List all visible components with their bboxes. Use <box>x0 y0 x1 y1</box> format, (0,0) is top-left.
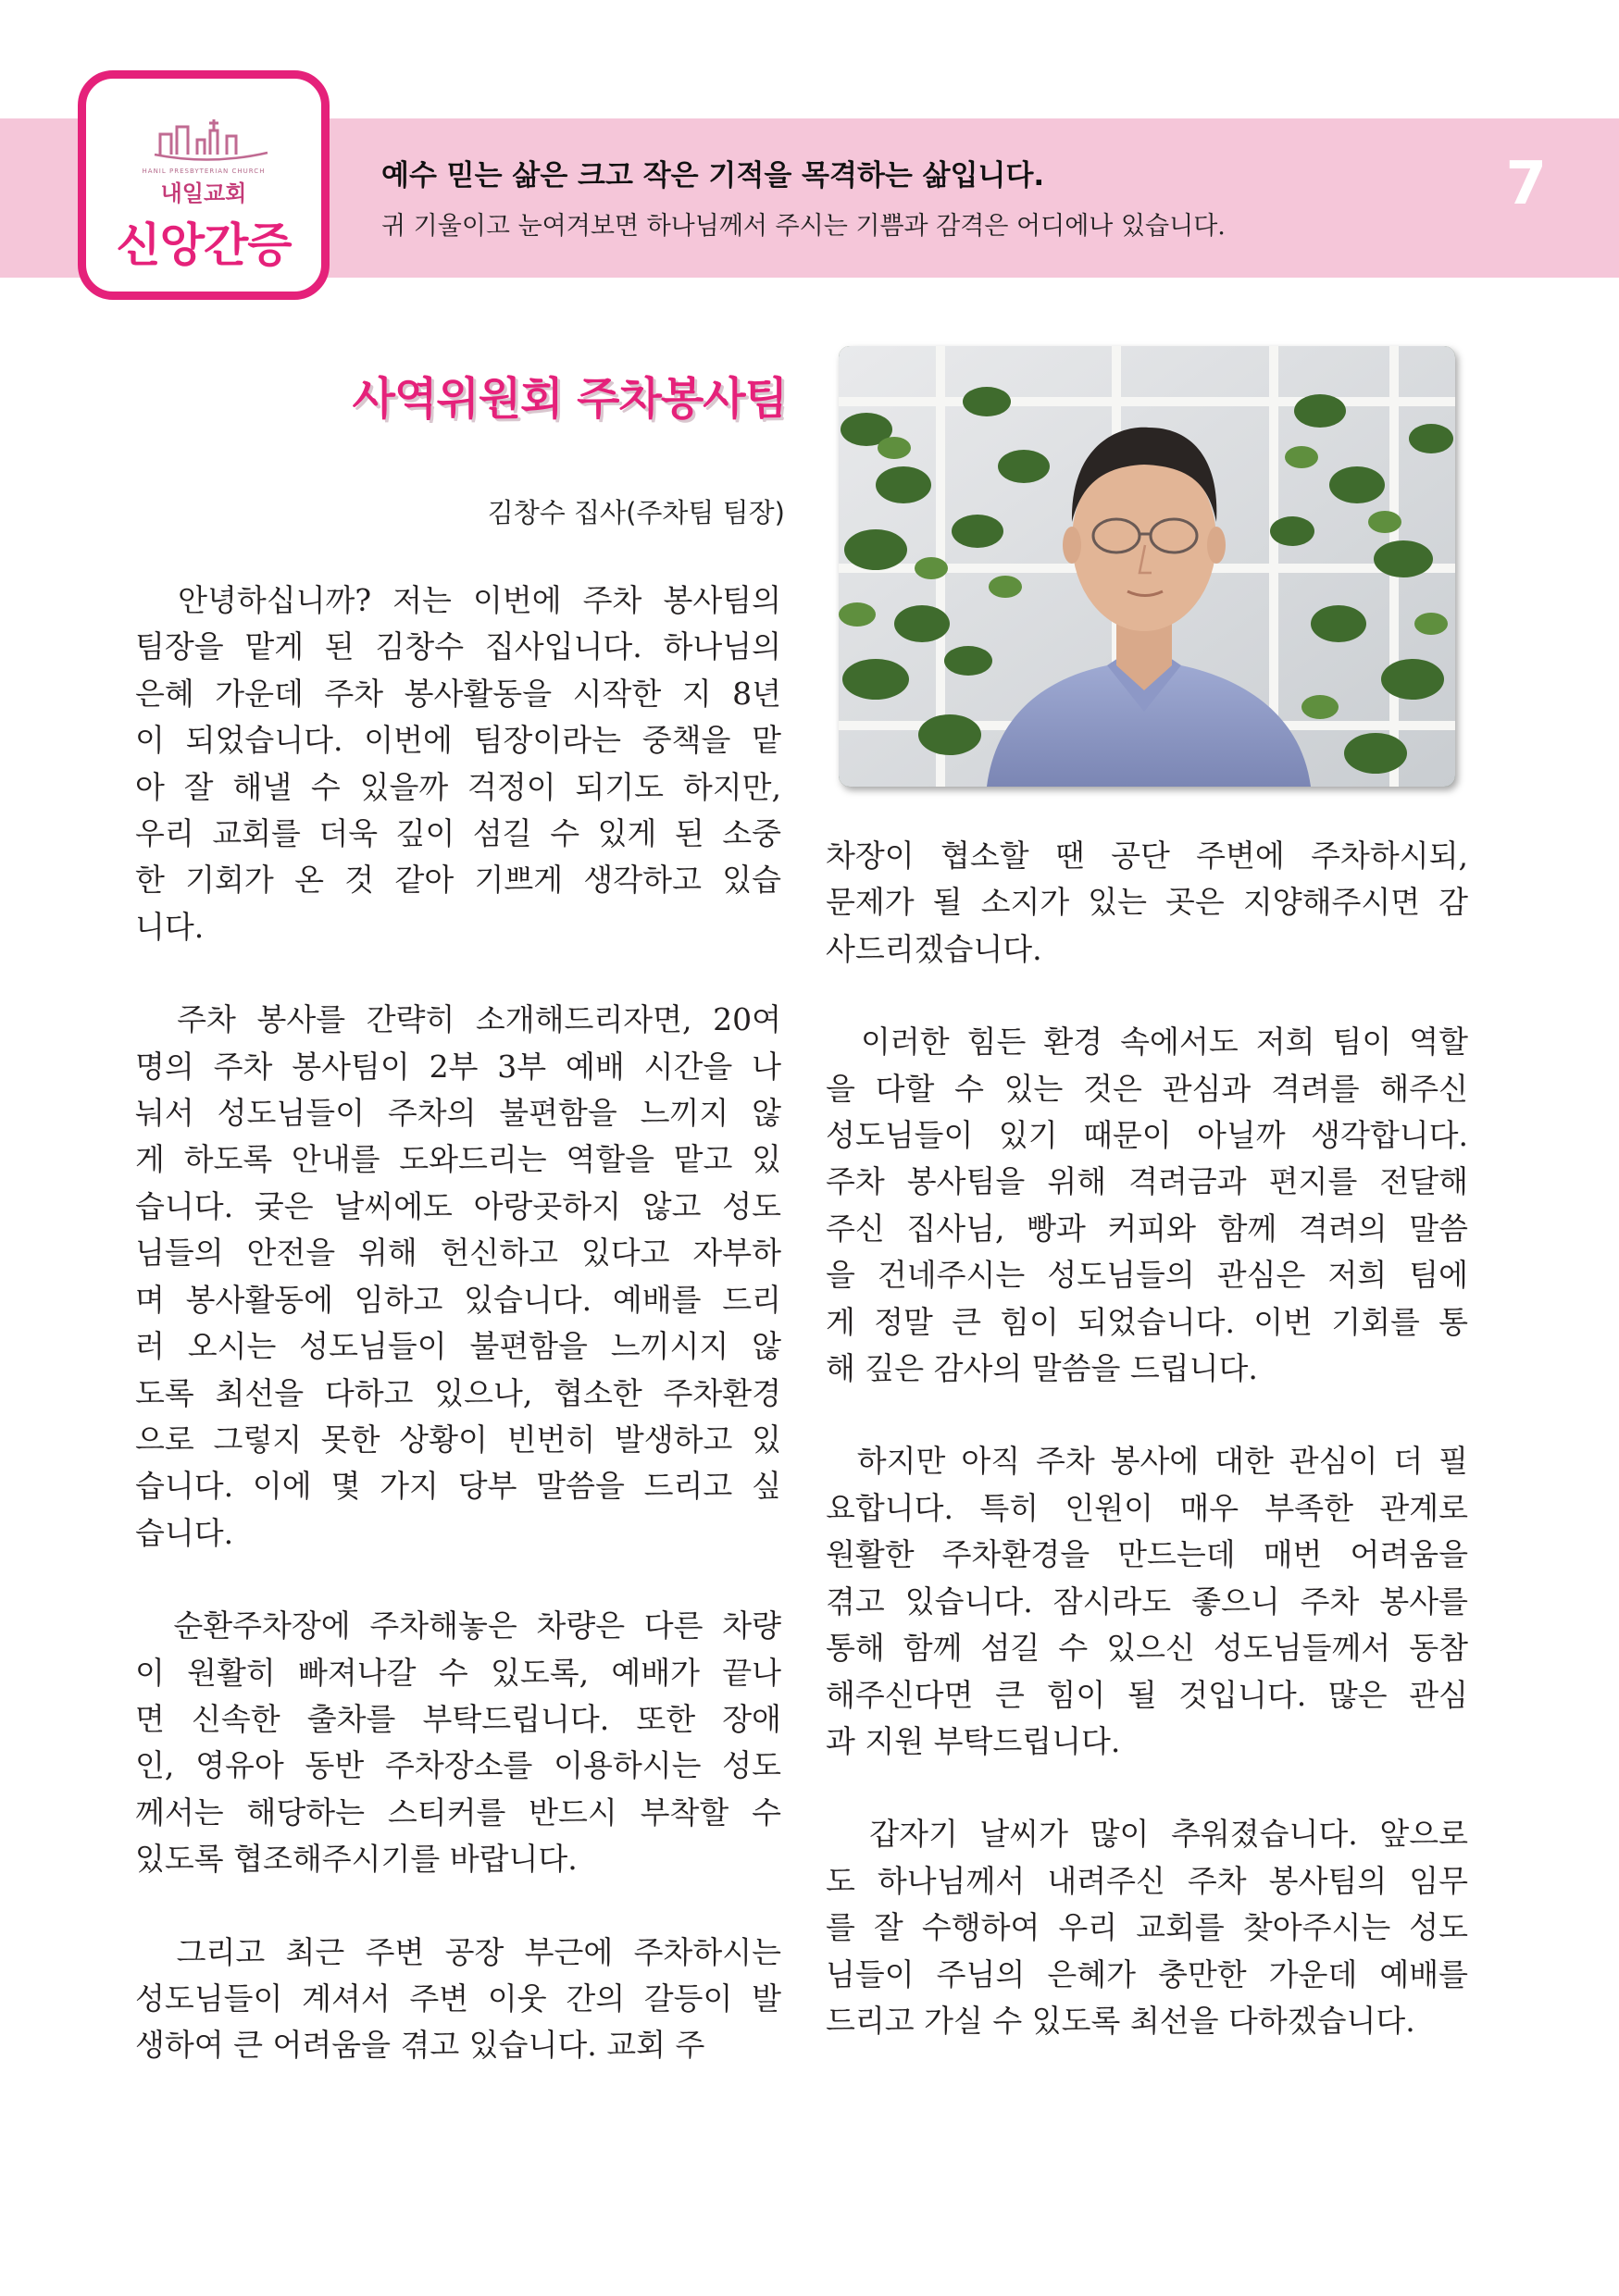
paragraph <box>135 1930 781 2069</box>
article-title: 사역위원회 주차봉사팀 <box>352 373 787 425</box>
text-line: 과 지원 부탁드립니다. <box>826 1722 1121 1759</box>
text-line: 차장이 협소할 땐 공단 주변에 주차하시되, <box>826 838 1468 874</box>
paragraph-gap <box>826 1765 1468 1811</box>
text-line: 하지만 아직 주차 봉사에 대한 관심이 더 필 <box>826 1443 1468 1480</box>
text-line: 겪고 있습니다. 잠시라도 좋으니 주차 봉사를 <box>826 1582 1468 1620</box>
paragraph <box>826 1438 1468 1765</box>
text-line: 요합니다. 특히 인원이 매우 부족한 관계로 <box>826 1489 1468 1526</box>
text-line: 을 건네주시는 성도님들의 관심은 저희 팀에 <box>826 1257 1468 1294</box>
text-line: 통해 함께 섬길 수 있으신 성도님들께서 동참 <box>826 1630 1468 1667</box>
text-line: 눠서 성도님들이 주차의 불편함을 느끼지 않 <box>135 1095 781 1132</box>
text-line: 그리고 최근 주변 공장 부근에 주차하시는 <box>135 1933 781 1970</box>
paragraph-gap <box>826 1392 1468 1438</box>
text-line: 해 깊은 감사의 말씀을 드립니다. <box>826 1350 1258 1387</box>
article-author: 김창수 집사(주차팀 팀장) <box>487 497 785 528</box>
paragraph-gap <box>135 1557 781 1603</box>
text-line: 께서는 해당하는 스티커를 반드시 부착할 수 <box>135 1793 781 1831</box>
paragraph <box>826 1811 1468 2044</box>
logo-small-text: HANIL PRESBYTERIAN CHURCH <box>142 168 266 175</box>
text-line: 순환주차장에 주차해놓은 차량은 다른 차량 <box>135 1607 781 1644</box>
header-subline: 귀 기울이고 눈여겨보면 하나님께서 주시는 기쁨과 감격은 어디에나 있습니다. <box>381 212 1226 241</box>
text-line: 를 잘 수행하여 우리 교회를 찾아주시는 성도 <box>826 1909 1468 1946</box>
text-line: 주차 봉사를 간략히 소개해드리자면, 20여 <box>135 1001 781 1038</box>
text-line: 도 하나님께서 내려주신 주차 봉사팀의 임무 <box>826 1862 1468 1899</box>
paragraph <box>135 997 781 1557</box>
text-line: 생하여 큰 어려움을 겪고 있습니다. 교회 주 <box>135 2027 705 2064</box>
text-line: 습니다. 이에 몇 가지 당부 말씀을 드리고 싶 <box>135 1468 781 1505</box>
portrait-photo <box>839 346 1455 787</box>
text-line: 주신 집사님, 빵과 커피와 함께 격려의 말씀 <box>826 1210 1468 1247</box>
text-line: 이 되었습니다. 이번에 팀장이라는 중책을 맡 <box>135 722 781 759</box>
text-line: 성도님들이 계셔서 주변 이웃 간의 갈등이 발 <box>135 1980 781 2017</box>
header-headline: 예수 믿는 삶은 크고 작은 기적을 목격하는 삶입니다. <box>381 159 1045 192</box>
text-line: 팀장을 맡게 된 김창수 집사입니다. 하나님의 <box>135 628 781 665</box>
text-line: 며 봉사활동에 임하고 있습니다. 예배를 드리 <box>135 1281 781 1318</box>
text-line: 은혜 가운데 주차 봉사활동을 시작한 지 8년 <box>135 675 781 712</box>
text-line: 도록 최선을 다하고 있으나, 협소한 주차환경 <box>135 1374 781 1411</box>
text-line: 님들이 주님의 은혜가 충만한 가운데 예배를 <box>826 1955 1468 1992</box>
text-line: 성도님들이 있기 때문이 아닐까 생각합니다. <box>826 1117 1468 1154</box>
text-line: 이 원활히 빠져나갈 수 있도록, 예배가 끝나 <box>135 1654 781 1691</box>
church-skyline-icon <box>151 118 271 162</box>
article-left-column <box>135 577 781 2069</box>
text-line: 명의 주차 봉사팀이 2부 3부 예배 시간을 나 <box>135 1048 781 1085</box>
text-line: 러 오시는 성도님들이 불편함을 느끼시지 않 <box>135 1328 781 1365</box>
text-line: 이러한 힘든 환경 속에서도 저희 팀이 역할 <box>826 1024 1468 1061</box>
section-title: 신앙간증 <box>116 218 292 272</box>
logo-church-name: 내일교회 <box>160 180 247 206</box>
text-line: 주차 봉사팀을 위해 격려금과 편지를 전달해 <box>826 1163 1468 1200</box>
text-line: 해주신다면 큰 힘이 될 것입니다. 많은 관심 <box>826 1676 1468 1713</box>
article-right-column <box>826 833 1468 2044</box>
text-line: 인, 영유아 동반 주차장소를 이용하시는 성도 <box>135 1747 781 1784</box>
text-line: 면 신속한 출차를 부탁드립니다. 또한 장애 <box>135 1700 781 1737</box>
text-line: 사드리겠습니다. <box>826 930 1042 967</box>
text-line: 을 다할 수 있는 것은 관심과 격려를 해주신 <box>826 1070 1468 1107</box>
portrait-illustration <box>839 346 1455 787</box>
text-line: 드리고 가실 수 있도록 최선을 다하겠습니다. <box>826 2002 1415 2039</box>
text-line: 원활한 주차환경을 만드는데 매번 어려움을 <box>826 1536 1468 1573</box>
text-line: 습니다. <box>135 1514 234 1551</box>
paragraph <box>135 1603 781 1882</box>
text-line: 안녕하십니까? 저는 이번에 주차 봉사팀의 <box>135 582 781 618</box>
church-logo <box>78 70 330 300</box>
text-line: 있도록 협조해주시기를 바랍니다. <box>135 1841 578 1878</box>
text-line: 아 잘 해낼 수 있을까 걱정이 되기도 하지만, <box>135 768 781 805</box>
paragraph-gap <box>826 973 1468 1019</box>
text-line: 습니다. 궂은 날씨에도 아랑곳하지 않고 성도 <box>135 1187 781 1224</box>
text-line: 우리 교회를 더욱 깊이 섬길 수 있게 된 소중 <box>135 815 781 852</box>
text-line: 님들의 안전을 위해 헌신하고 있다고 자부하 <box>135 1235 781 1272</box>
paragraph-gap <box>135 1883 781 1930</box>
text-line: 게 하도록 안내를 도와드리는 역할을 맡고 있 <box>135 1141 781 1178</box>
paragraph <box>826 833 1468 973</box>
paragraph <box>826 1019 1468 1392</box>
text-line: 문제가 될 소지가 있는 곳은 지양해주시면 감 <box>826 884 1468 921</box>
text-line: 게 정말 큰 힘이 되었습니다. 이번 기회를 통 <box>826 1303 1468 1340</box>
text-line: 한 기회가 온 것 같아 기쁘게 생각하고 있습 <box>135 862 781 899</box>
text-line: 니다. <box>135 908 205 945</box>
paragraph-gap <box>135 950 781 997</box>
text-line: 으로 그렇지 못한 상황이 빈번히 발생하고 있 <box>135 1421 781 1458</box>
page-number: 7 <box>1505 150 1547 218</box>
paragraph <box>135 577 781 950</box>
text-line: 갑자기 날씨가 많이 추워졌습니다. 앞으로 <box>826 1816 1468 1853</box>
